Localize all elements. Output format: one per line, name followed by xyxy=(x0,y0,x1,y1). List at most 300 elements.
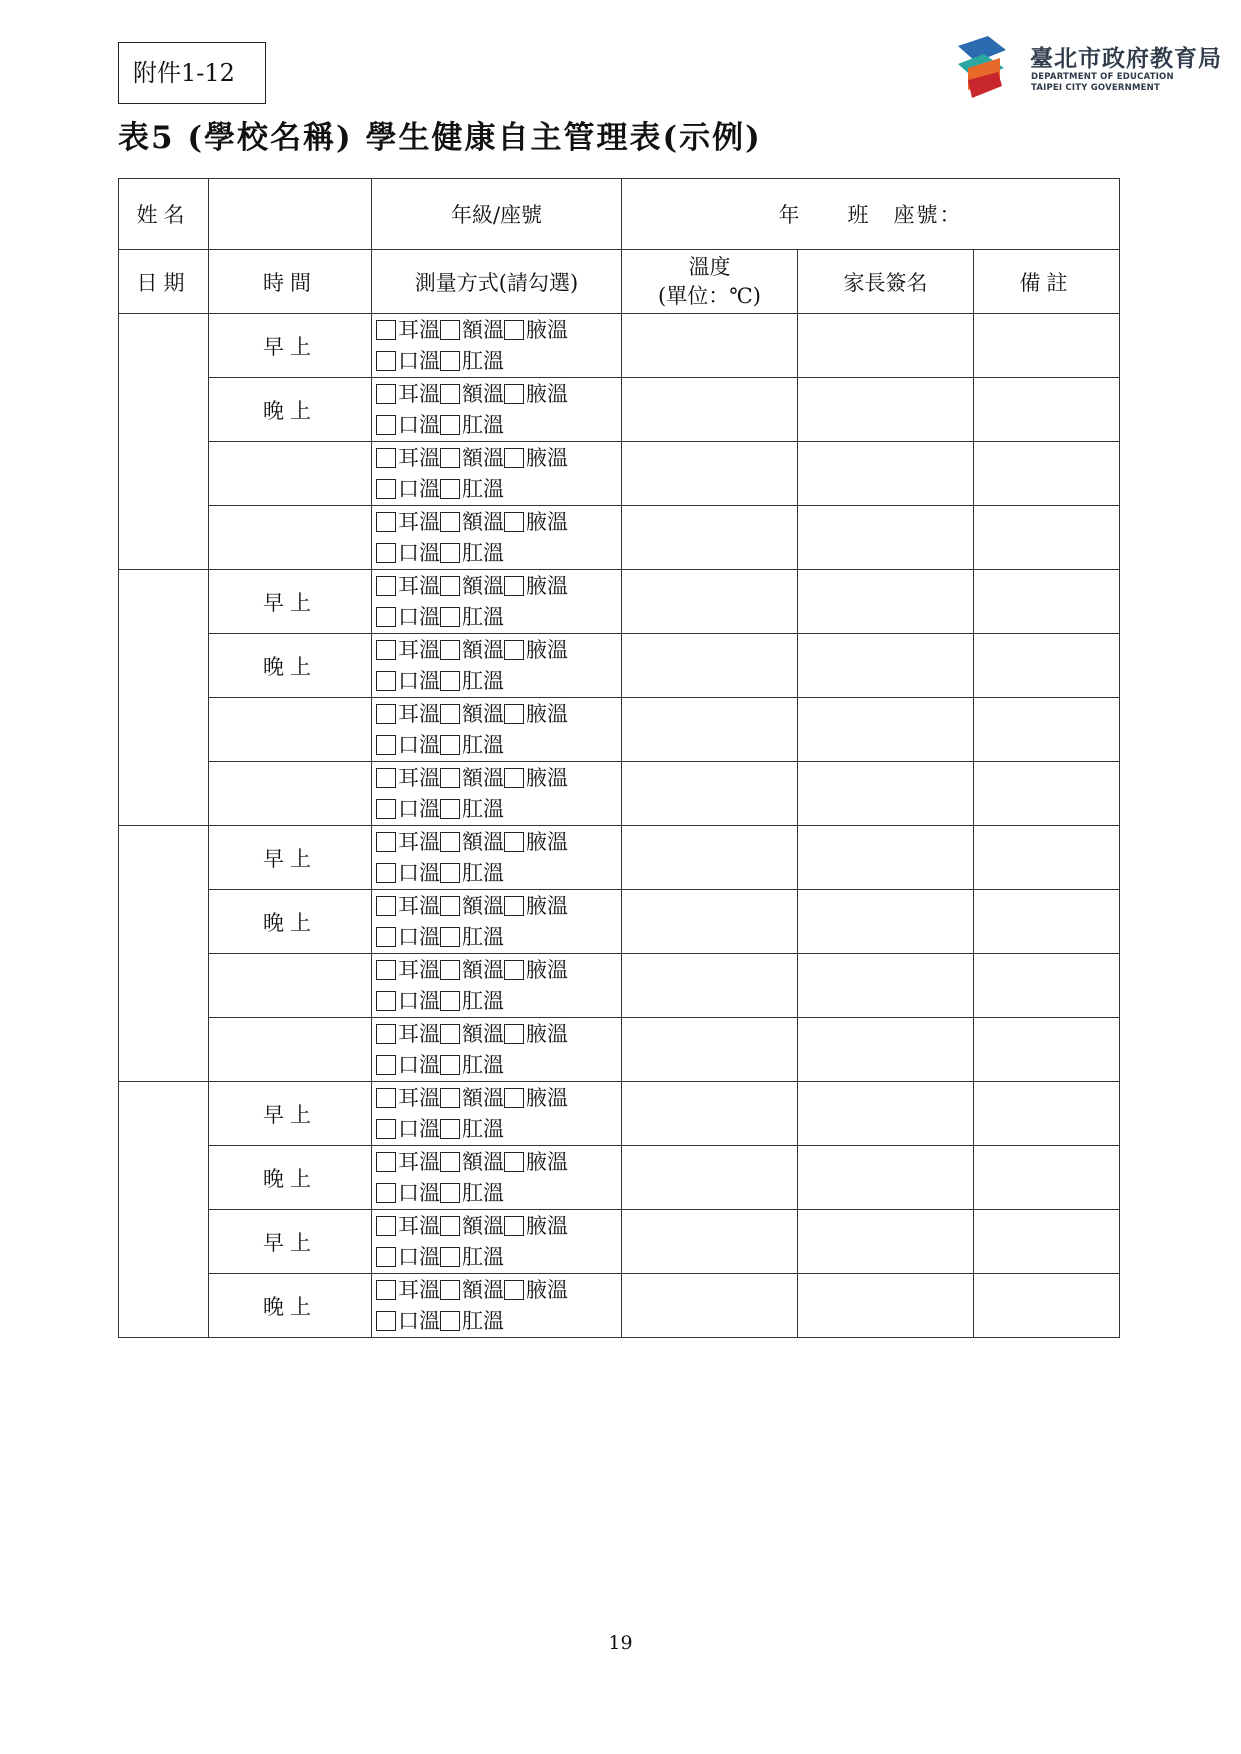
note-cell[interactable] xyxy=(974,570,1120,634)
oral-option-label: 口溫 xyxy=(398,348,440,373)
rectal-checkbox[interactable] xyxy=(440,1055,460,1075)
armpit-checkbox[interactable] xyxy=(504,320,524,340)
department-name-en-2: TAIPEI CITY GOVERNMENT xyxy=(1031,83,1160,93)
method-line-1 xyxy=(376,763,621,794)
armpit-checkbox[interactable] xyxy=(504,640,524,660)
date-cell[interactable] xyxy=(119,314,209,570)
date-cell[interactable] xyxy=(119,1082,209,1338)
ear-option-label: 耳溫 xyxy=(398,1213,440,1238)
name-label: 姓名 xyxy=(119,179,209,250)
department-name-en-1: DEPARTMENT OF EDUCATION xyxy=(1031,72,1174,82)
armpit-option-label: 腋溫 xyxy=(526,381,568,406)
forehead-option-label: 額溫 xyxy=(462,829,504,854)
temperature-label xyxy=(622,250,798,314)
note-cell[interactable] xyxy=(974,890,1120,954)
method-line-2 xyxy=(376,1050,621,1081)
method-line-1 xyxy=(376,315,621,346)
temperature-cell[interactable] xyxy=(622,378,798,442)
forehead-checkbox[interactable] xyxy=(440,576,460,596)
time-cell: 晚上 xyxy=(209,378,372,442)
parent-signature-cell[interactable] xyxy=(798,1018,974,1082)
temperature-cell[interactable] xyxy=(622,442,798,506)
method-line-1 xyxy=(376,635,621,666)
armpit-checkbox[interactable] xyxy=(504,1280,524,1300)
armpit-checkbox[interactable] xyxy=(504,576,524,596)
forehead-option-label: 額溫 xyxy=(462,1085,504,1110)
table-row xyxy=(119,314,1120,378)
parent-signature-cell[interactable] xyxy=(798,1210,974,1274)
page-title: 表5 (學校名稱) 學生健康自主管理表(示例) xyxy=(118,120,762,156)
rectal-checkbox[interactable] xyxy=(440,1183,460,1203)
forehead-checkbox[interactable] xyxy=(440,896,460,916)
attachment-label: 附件1-12 xyxy=(118,42,266,104)
note-cell[interactable] xyxy=(974,698,1120,762)
temperature-cell[interactable] xyxy=(622,1146,798,1210)
date-cell[interactable] xyxy=(119,826,209,1082)
table-row xyxy=(119,570,1120,634)
ear-checkbox[interactable] xyxy=(376,1152,396,1172)
time-cell: 早上 xyxy=(209,1210,372,1274)
forehead-checkbox[interactable] xyxy=(440,1280,460,1300)
oral-checkbox[interactable] xyxy=(376,543,396,563)
oral-option-label: 口溫 xyxy=(398,604,440,629)
forehead-option-label: 額溫 xyxy=(462,637,504,662)
method-cell xyxy=(372,1274,622,1338)
temperature-cell[interactable] xyxy=(622,1210,798,1274)
oral-option-label: 口溫 xyxy=(398,732,440,757)
method-cell xyxy=(372,698,622,762)
method-cell xyxy=(372,570,622,634)
method-cell xyxy=(372,442,622,506)
oral-checkbox[interactable] xyxy=(376,1247,396,1267)
forehead-option-label: 額溫 xyxy=(462,573,504,598)
method-cell xyxy=(372,314,622,378)
ear-option-label: 耳溫 xyxy=(398,893,440,918)
time-cell: 早上 xyxy=(209,826,372,890)
parent-signature-cell[interactable] xyxy=(798,1082,974,1146)
forehead-checkbox[interactable] xyxy=(440,1216,460,1236)
method-line-2 xyxy=(376,794,621,825)
time-cell xyxy=(209,506,372,570)
rectal-checkbox[interactable] xyxy=(440,735,460,755)
table-row xyxy=(119,1274,1120,1338)
method-cell xyxy=(372,890,622,954)
method-line-2 xyxy=(376,1242,621,1273)
method-line-1 xyxy=(376,1211,621,1242)
armpit-checkbox[interactable] xyxy=(504,1216,524,1236)
armpit-option-label: 腋溫 xyxy=(526,765,568,790)
header-row-2 xyxy=(119,250,1120,314)
oral-checkbox[interactable] xyxy=(376,1311,396,1331)
note-cell[interactable] xyxy=(974,314,1120,378)
method-line-1 xyxy=(376,379,621,410)
table-row xyxy=(119,634,1120,698)
armpit-option-label: 腋溫 xyxy=(526,1021,568,1046)
armpit-option-label: 腋溫 xyxy=(526,1277,568,1302)
forehead-checkbox[interactable] xyxy=(440,768,460,788)
time-cell xyxy=(209,442,372,506)
temperature-cell[interactable] xyxy=(622,698,798,762)
method-cell xyxy=(372,506,622,570)
method-label: 測量方式(請勾選) xyxy=(372,250,622,314)
rectal-checkbox[interactable] xyxy=(440,863,460,883)
ear-checkbox[interactable] xyxy=(376,1216,396,1236)
armpit-option-label: 腋溫 xyxy=(526,893,568,918)
forehead-option-label: 額溫 xyxy=(462,893,504,918)
parent-signature-cell[interactable] xyxy=(798,1146,974,1210)
forehead-checkbox[interactable] xyxy=(440,1152,460,1172)
rectal-option-label: 肛溫 xyxy=(462,668,504,693)
ear-option-label: 耳溫 xyxy=(398,637,440,662)
time-cell xyxy=(209,698,372,762)
method-cell xyxy=(372,762,622,826)
oral-option-label: 口溫 xyxy=(398,1308,440,1333)
armpit-option-label: 腋溫 xyxy=(526,317,568,342)
table-row xyxy=(119,890,1120,954)
time-cell xyxy=(209,954,372,1018)
armpit-checkbox[interactable] xyxy=(504,1088,524,1108)
forehead-option-label: 額溫 xyxy=(462,1021,504,1046)
note-cell[interactable] xyxy=(974,954,1120,1018)
armpit-checkbox[interactable] xyxy=(504,512,524,532)
method-line-1 xyxy=(376,827,621,858)
armpit-checkbox[interactable] xyxy=(504,448,524,468)
ear-option-label: 耳溫 xyxy=(398,1085,440,1110)
note-cell[interactable] xyxy=(974,1082,1120,1146)
method-line-2 xyxy=(376,922,621,953)
rectal-option-label: 肛溫 xyxy=(462,476,504,501)
rectal-option-label: 肛溫 xyxy=(462,1308,504,1333)
time-cell: 晚上 xyxy=(209,634,372,698)
department-name: 臺北市政府教育局 xyxy=(1030,46,1222,72)
oral-option-label: 口溫 xyxy=(398,860,440,885)
ear-checkbox[interactable] xyxy=(376,512,396,532)
forehead-checkbox[interactable] xyxy=(440,704,460,724)
method-line-2 xyxy=(376,1114,621,1145)
method-cell xyxy=(372,826,622,890)
method-cell xyxy=(372,1082,622,1146)
oral-checkbox[interactable] xyxy=(376,991,396,1011)
forehead-checkbox[interactable] xyxy=(440,384,460,404)
ear-checkbox[interactable] xyxy=(376,832,396,852)
ear-option-label: 耳溫 xyxy=(398,1277,440,1302)
method-cell xyxy=(372,1146,622,1210)
ear-option-label: 耳溫 xyxy=(398,829,440,854)
rectal-checkbox[interactable] xyxy=(440,927,460,947)
method-line-2 xyxy=(376,858,621,889)
oral-checkbox[interactable] xyxy=(376,799,396,819)
rectal-checkbox[interactable] xyxy=(440,799,460,819)
oral-option-label: 口溫 xyxy=(398,988,440,1013)
armpit-checkbox[interactable] xyxy=(504,960,524,980)
ear-option-label: 耳溫 xyxy=(398,1149,440,1174)
parent-signature-label: 家長簽名 xyxy=(798,250,974,314)
ear-checkbox[interactable] xyxy=(376,960,396,980)
note-cell[interactable] xyxy=(974,506,1120,570)
temperature-cell[interactable] xyxy=(622,506,798,570)
method-line-1 xyxy=(376,1275,621,1306)
armpit-checkbox[interactable] xyxy=(504,704,524,724)
armpit-option-label: 腋溫 xyxy=(526,1085,568,1110)
department-logo-icon xyxy=(958,36,1020,100)
method-cell xyxy=(372,634,622,698)
rectal-option-label: 肛溫 xyxy=(462,1244,504,1269)
note-label: 備註 xyxy=(974,250,1120,314)
date-cell[interactable] xyxy=(119,570,209,826)
forehead-checkbox[interactable] xyxy=(440,832,460,852)
rectal-option-label: 肛溫 xyxy=(462,1052,504,1077)
parent-signature-cell[interactable] xyxy=(798,698,974,762)
grade-seat-field[interactable]: 年 班 座號： xyxy=(622,179,1120,250)
temperature-cell[interactable] xyxy=(622,762,798,826)
parent-signature-cell[interactable] xyxy=(798,442,974,506)
forehead-checkbox[interactable] xyxy=(440,1088,460,1108)
method-line-2 xyxy=(376,730,621,761)
rectal-checkbox[interactable] xyxy=(440,479,460,499)
ear-checkbox[interactable] xyxy=(376,768,396,788)
note-cell[interactable] xyxy=(974,1146,1120,1210)
rectal-option-label: 肛溫 xyxy=(462,1116,504,1141)
oral-option-label: 口溫 xyxy=(398,1116,440,1141)
rectal-option-label: 肛溫 xyxy=(462,348,504,373)
time-cell: 早上 xyxy=(209,1082,372,1146)
armpit-option-label: 腋溫 xyxy=(526,829,568,854)
method-line-1 xyxy=(376,571,621,602)
parent-signature-cell[interactable] xyxy=(798,890,974,954)
forehead-option-label: 額溫 xyxy=(462,509,504,534)
ear-checkbox[interactable] xyxy=(376,320,396,340)
armpit-option-label: 腋溫 xyxy=(526,957,568,982)
temperature-label-line1: 溫度 xyxy=(688,254,731,279)
temperature-unit: (單位：℃) xyxy=(658,283,761,308)
armpit-option-label: 腋溫 xyxy=(526,445,568,470)
temperature-cell[interactable] xyxy=(622,826,798,890)
oral-option-label: 口溫 xyxy=(398,1180,440,1205)
ear-checkbox[interactable] xyxy=(376,1024,396,1044)
method-cell xyxy=(372,954,622,1018)
forehead-checkbox[interactable] xyxy=(440,960,460,980)
ear-option-label: 耳溫 xyxy=(398,317,440,342)
forehead-option-label: 額溫 xyxy=(462,1213,504,1238)
temperature-cell[interactable] xyxy=(622,314,798,378)
ear-checkbox[interactable] xyxy=(376,384,396,404)
temperature-cell[interactable] xyxy=(622,1082,798,1146)
rectal-checkbox[interactable] xyxy=(440,1247,460,1267)
parent-signature-cell[interactable] xyxy=(798,634,974,698)
note-cell[interactable] xyxy=(974,378,1120,442)
oral-option-label: 口溫 xyxy=(398,476,440,501)
armpit-checkbox[interactable] xyxy=(504,384,524,404)
name-field[interactable] xyxy=(209,179,372,250)
oral-checkbox[interactable] xyxy=(376,479,396,499)
table-row xyxy=(119,1210,1120,1274)
page-number: 19 xyxy=(608,1632,633,1654)
forehead-option-label: 額溫 xyxy=(462,957,504,982)
forehead-option-label: 額溫 xyxy=(462,445,504,470)
time-cell: 早上 xyxy=(209,570,372,634)
note-cell[interactable] xyxy=(974,634,1120,698)
ear-option-label: 耳溫 xyxy=(398,509,440,534)
ear-option-label: 耳溫 xyxy=(398,1021,440,1046)
parent-signature-cell[interactable] xyxy=(798,826,974,890)
parent-signature-cell[interactable] xyxy=(798,570,974,634)
ear-option-label: 耳溫 xyxy=(398,445,440,470)
table-row xyxy=(119,442,1120,506)
oral-checkbox[interactable] xyxy=(376,863,396,883)
method-line-2 xyxy=(376,474,621,505)
temperature-cell[interactable] xyxy=(622,570,798,634)
oral-option-label: 口溫 xyxy=(398,1052,440,1077)
oral-checkbox[interactable] xyxy=(376,607,396,627)
rectal-option-label: 肛溫 xyxy=(462,988,504,1013)
rectal-checkbox[interactable] xyxy=(440,607,460,627)
time-cell: 早上 xyxy=(209,314,372,378)
oral-option-label: 口溫 xyxy=(398,1244,440,1269)
rectal-option-label: 肛溫 xyxy=(462,412,504,437)
armpit-checkbox[interactable] xyxy=(504,1024,524,1044)
method-line-1 xyxy=(376,443,621,474)
armpit-option-label: 腋溫 xyxy=(526,1213,568,1238)
date-label: 日期 xyxy=(119,250,209,314)
rectal-checkbox[interactable] xyxy=(440,671,460,691)
oral-checkbox[interactable] xyxy=(376,1119,396,1139)
method-line-2 xyxy=(376,986,621,1017)
time-label: 時間 xyxy=(209,250,372,314)
time-cell xyxy=(209,1018,372,1082)
note-cell[interactable] xyxy=(974,1018,1120,1082)
method-line-2 xyxy=(376,1178,621,1209)
forehead-option-label: 額溫 xyxy=(462,1277,504,1302)
temperature-cell[interactable] xyxy=(622,1274,798,1338)
parent-signature-cell[interactable] xyxy=(798,506,974,570)
method-line-1 xyxy=(376,1083,621,1114)
ear-checkbox[interactable] xyxy=(376,448,396,468)
table-row xyxy=(119,1082,1120,1146)
oral-checkbox[interactable] xyxy=(376,1183,396,1203)
temperature-cell[interactable] xyxy=(622,634,798,698)
method-line-2 xyxy=(376,1306,621,1337)
armpit-checkbox[interactable] xyxy=(504,768,524,788)
ear-checkbox[interactable] xyxy=(376,1088,396,1108)
method-line-1 xyxy=(376,1019,621,1050)
rectal-checkbox[interactable] xyxy=(440,1311,460,1331)
forehead-checkbox[interactable] xyxy=(440,640,460,660)
rectal-checkbox[interactable] xyxy=(440,415,460,435)
rectal-checkbox[interactable] xyxy=(440,351,460,371)
armpit-checkbox[interactable] xyxy=(504,896,524,916)
note-cell[interactable] xyxy=(974,442,1120,506)
note-cell[interactable] xyxy=(974,762,1120,826)
oral-option-label: 口溫 xyxy=(398,924,440,949)
oral-option-label: 口溫 xyxy=(398,540,440,565)
method-line-1 xyxy=(376,955,621,986)
armpit-option-label: 腋溫 xyxy=(526,701,568,726)
table-row xyxy=(119,378,1120,442)
method-cell xyxy=(372,1210,622,1274)
method-line-2 xyxy=(376,538,621,569)
table-row xyxy=(119,506,1120,570)
note-cell[interactable] xyxy=(974,1210,1120,1274)
armpit-checkbox[interactable] xyxy=(504,832,524,852)
armpit-option-label: 腋溫 xyxy=(526,509,568,534)
parent-signature-cell[interactable] xyxy=(798,1274,974,1338)
forehead-checkbox[interactable] xyxy=(440,320,460,340)
parent-signature-cell[interactable] xyxy=(798,954,974,1018)
ear-checkbox[interactable] xyxy=(376,576,396,596)
parent-signature-cell[interactable] xyxy=(798,314,974,378)
ear-option-label: 耳溫 xyxy=(398,957,440,982)
rectal-checkbox[interactable] xyxy=(440,991,460,1011)
parent-signature-cell[interactable] xyxy=(798,762,974,826)
table-row xyxy=(119,954,1120,1018)
ear-checkbox[interactable] xyxy=(376,896,396,916)
temperature-cell[interactable] xyxy=(622,1018,798,1082)
note-cell[interactable] xyxy=(974,1274,1120,1338)
ear-option-label: 耳溫 xyxy=(398,573,440,598)
ear-checkbox[interactable] xyxy=(376,704,396,724)
ear-option-label: 耳溫 xyxy=(398,701,440,726)
forehead-checkbox[interactable] xyxy=(440,448,460,468)
rectal-checkbox[interactable] xyxy=(440,543,460,563)
table-row xyxy=(119,1018,1120,1082)
parent-signature-cell[interactable] xyxy=(798,378,974,442)
method-cell xyxy=(372,1018,622,1082)
oral-option-label: 口溫 xyxy=(398,412,440,437)
rectal-option-label: 肛溫 xyxy=(462,796,504,821)
oral-checkbox[interactable] xyxy=(376,1055,396,1075)
oral-checkbox[interactable] xyxy=(376,415,396,435)
time-cell xyxy=(209,762,372,826)
temperature-cell[interactable] xyxy=(622,890,798,954)
rectal-option-label: 肛溫 xyxy=(462,860,504,885)
forehead-checkbox[interactable] xyxy=(440,512,460,532)
oral-checkbox[interactable] xyxy=(376,927,396,947)
method-line-2 xyxy=(376,666,621,697)
health-management-table xyxy=(118,178,1120,1338)
armpit-checkbox[interactable] xyxy=(504,1152,524,1172)
oral-option-label: 口溫 xyxy=(398,668,440,693)
oral-checkbox[interactable] xyxy=(376,671,396,691)
temperature-cell[interactable] xyxy=(622,954,798,1018)
rectal-checkbox[interactable] xyxy=(440,1119,460,1139)
method-cell xyxy=(372,378,622,442)
method-line-2 xyxy=(376,410,621,441)
method-line-1 xyxy=(376,891,621,922)
oral-checkbox[interactable] xyxy=(376,351,396,371)
oral-checkbox[interactable] xyxy=(376,735,396,755)
header-row-1 xyxy=(119,179,1120,250)
forehead-checkbox[interactable] xyxy=(440,1024,460,1044)
armpit-option-label: 腋溫 xyxy=(526,1149,568,1174)
time-cell: 晚上 xyxy=(209,1146,372,1210)
rectal-option-label: 肛溫 xyxy=(462,540,504,565)
time-cell: 晚上 xyxy=(209,1274,372,1338)
table-row xyxy=(119,698,1120,762)
method-line-1 xyxy=(376,1147,621,1178)
note-cell[interactable] xyxy=(974,826,1120,890)
rectal-option-label: 肛溫 xyxy=(462,604,504,629)
ear-checkbox[interactable] xyxy=(376,640,396,660)
ear-option-label: 耳溫 xyxy=(398,765,440,790)
table-row xyxy=(119,826,1120,890)
ear-checkbox[interactable] xyxy=(376,1280,396,1300)
forehead-option-label: 額溫 xyxy=(462,1149,504,1174)
time-cell: 晚上 xyxy=(209,890,372,954)
grade-seat-label: 年級/座號 xyxy=(372,179,622,250)
forehead-option-label: 額溫 xyxy=(462,701,504,726)
method-line-2 xyxy=(376,346,621,377)
rectal-option-label: 肛溫 xyxy=(462,924,504,949)
